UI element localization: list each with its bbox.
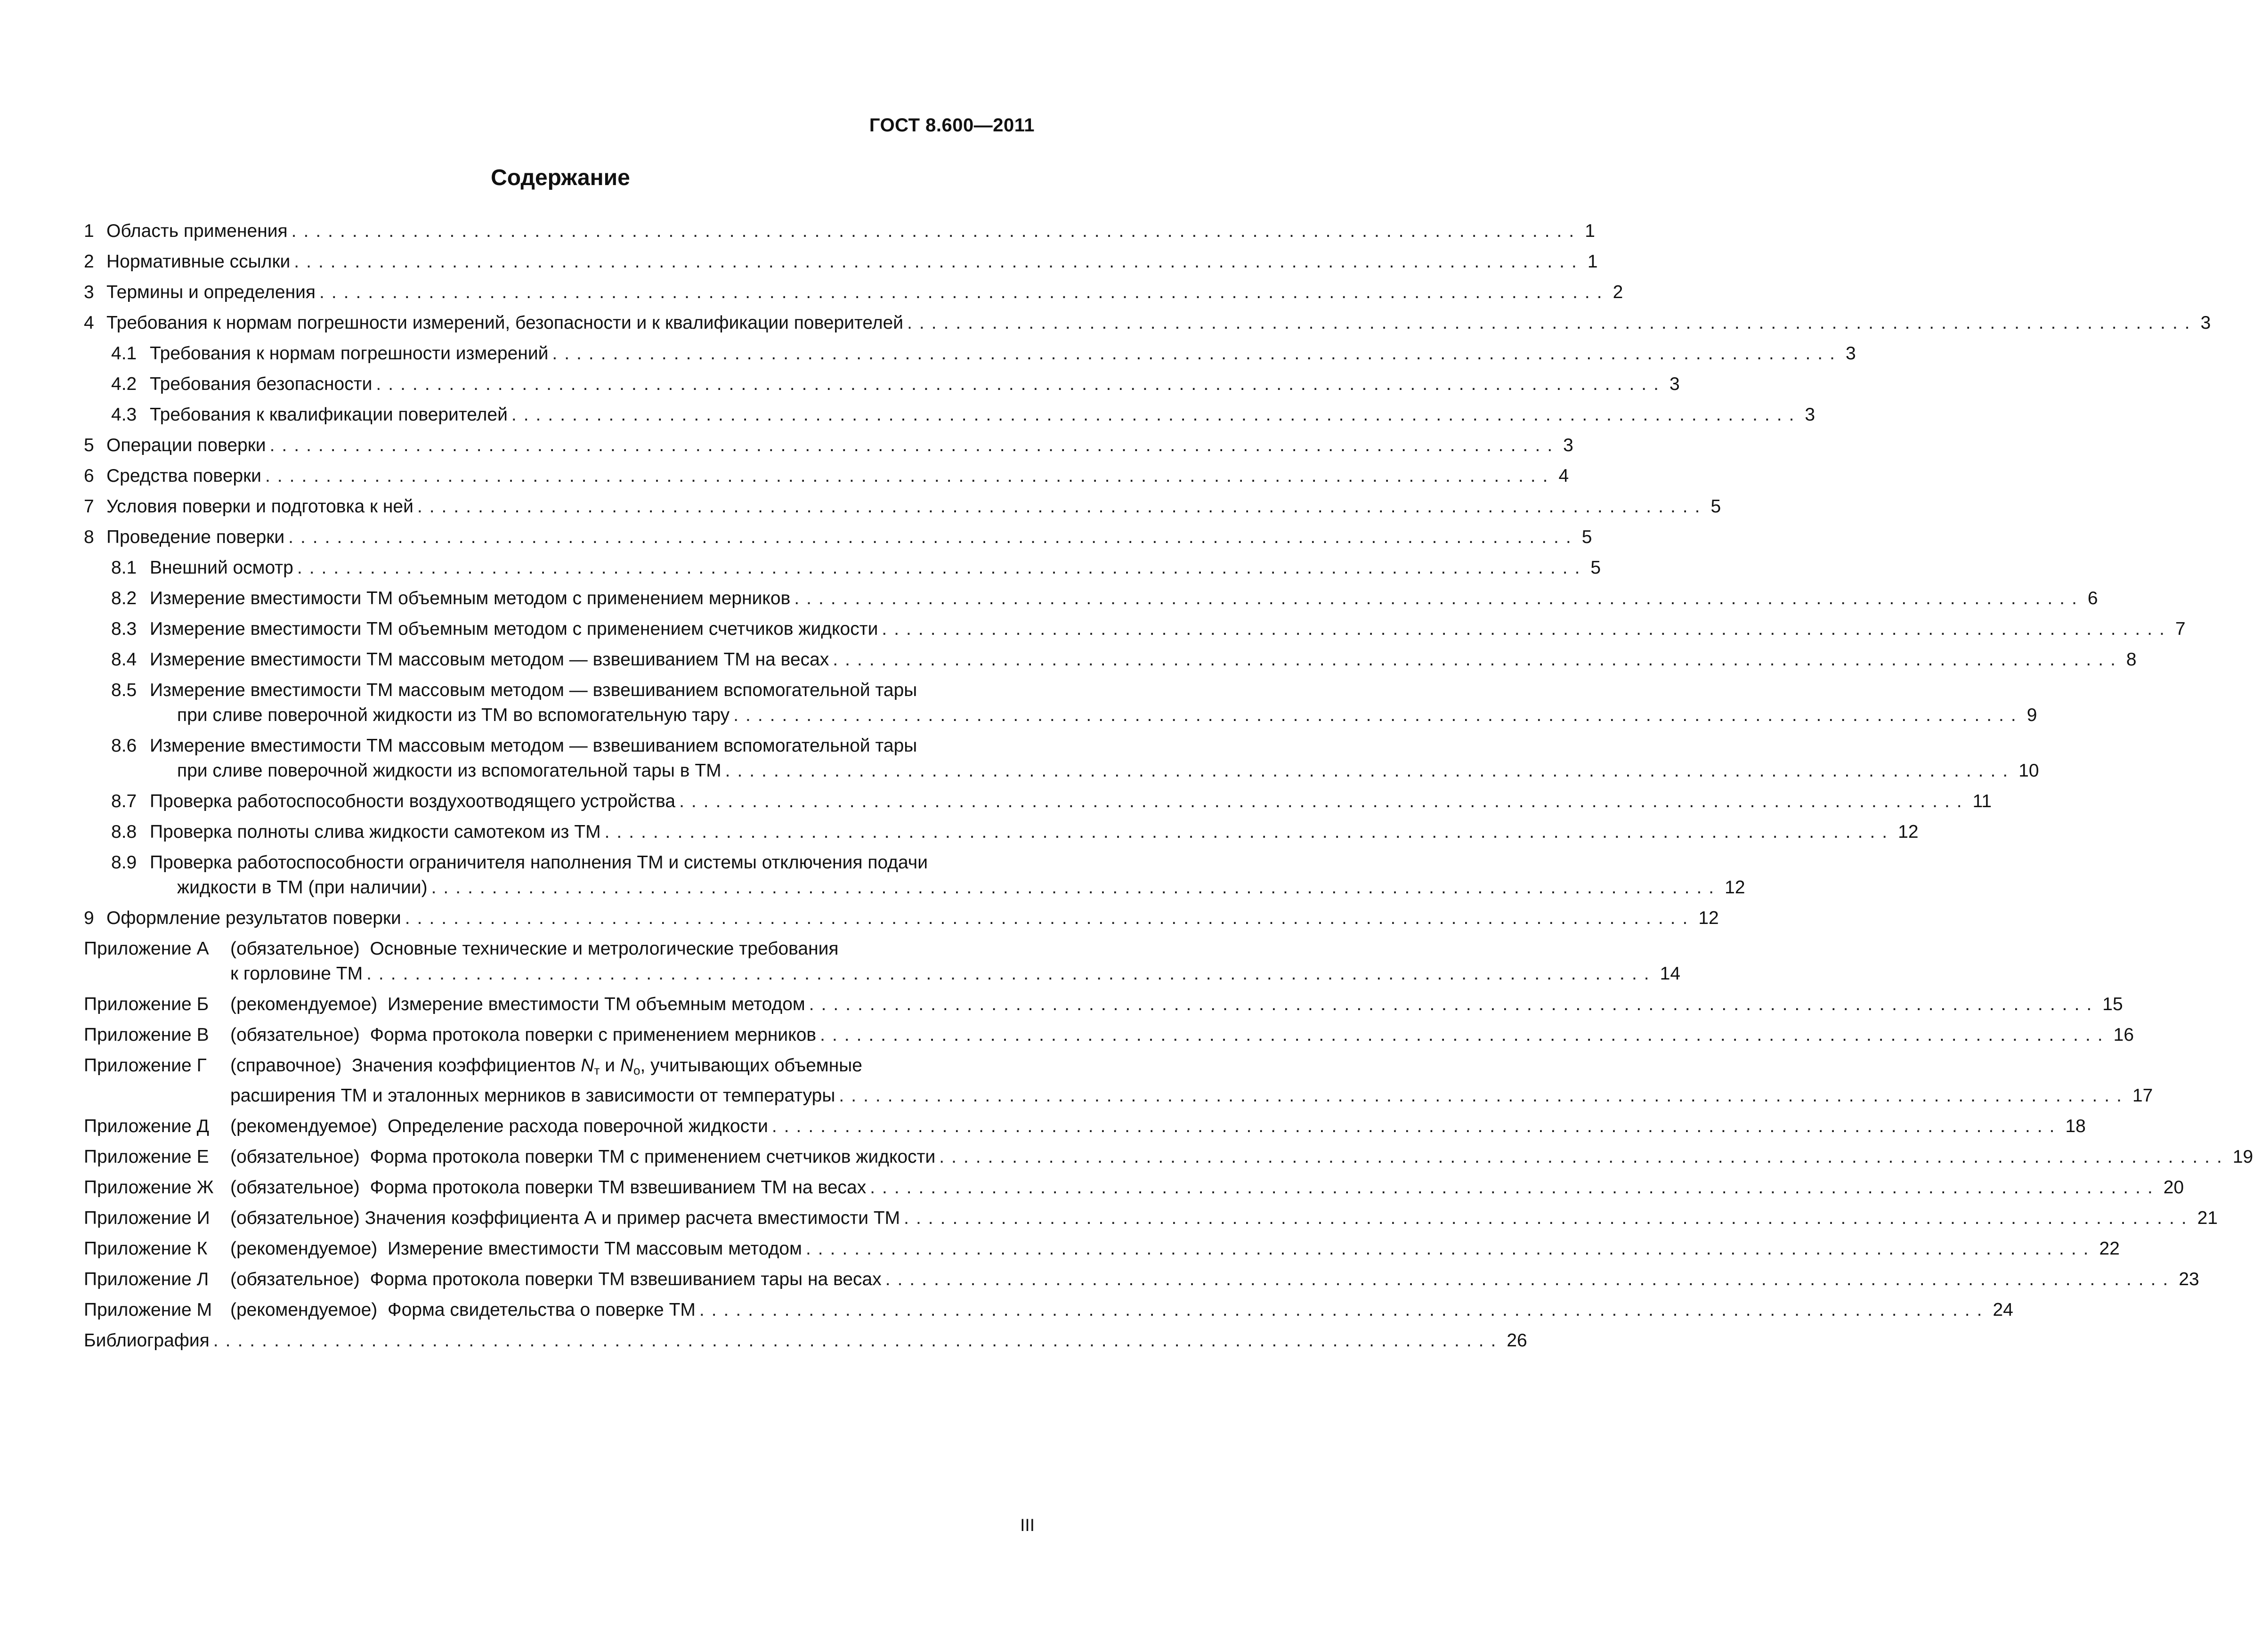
toc-page: 12 — [1698, 908, 1719, 928]
toc-number: 8.4 — [111, 649, 137, 670]
symbol-n: N — [581, 1055, 594, 1076]
toc-number: 8.8 — [111, 822, 137, 842]
dot-leader: .......................................................................................................... — [870, 1177, 2160, 1198]
toc-page: 22 — [2099, 1239, 2120, 1259]
appendix-label: Приложение Ж — [84, 1177, 214, 1198]
appendix-status: (обязательное) — [230, 1177, 360, 1198]
toc-title: Измерение вместимости ТМ массовым методом — взвешиванием ТМ на весах — [150, 649, 829, 670]
toc-number: 5 — [84, 435, 94, 455]
dot-leader: .......................................................................................................... — [939, 1147, 2229, 1167]
toc-page: 10 — [2018, 761, 2039, 781]
toc-title: Библиография — [84, 1330, 210, 1351]
toc-entry-5[interactable] — [84, 433, 1573, 458]
symbol-n: N — [620, 1055, 634, 1076]
dot-leader: .......................................................................................................... — [882, 619, 2172, 639]
toc-title-part: , учитывающих объемные — [640, 1055, 862, 1076]
toc-title: Форма протокола поверки ТМ с применением счетчиков жидкости — [370, 1147, 936, 1167]
toc-page: 26 — [1507, 1330, 1527, 1351]
toc-appendix-b[interactable] — [84, 992, 2123, 1017]
toc-title: Измерение вместимости ТМ массовым методом — взвешиванием вспомогательной тары — [150, 680, 917, 700]
dot-leader: .......................................................................................................... — [839, 1085, 2129, 1106]
toc-page: 6 — [2087, 588, 2098, 608]
toc-number: 8.2 — [111, 588, 137, 608]
dot-leader: .......................................................................................................... — [604, 822, 1895, 842]
dot-leader: .......................................................................................................... — [679, 791, 1969, 811]
toc-page: 1 — [1585, 221, 1595, 241]
toc-page: 3 — [2200, 313, 2211, 333]
dot-leader: .......................................................................................................... — [213, 1330, 1503, 1351]
toc-number: 9 — [84, 908, 94, 928]
toc-page: 11 — [1972, 791, 1992, 811]
toc-title: Проверка работоспособности ограничителя наполнения ТМ и системы отключения подачи — [150, 852, 928, 873]
toc-title: Проверка полноты слива жидкости самотеком из ТМ — [150, 822, 601, 842]
toc-page: 17 — [2132, 1085, 2153, 1106]
toc-page: 23 — [2179, 1269, 2199, 1289]
dot-leader: .......................................................................................................... — [319, 282, 1609, 302]
appendix-status: (справочное) — [230, 1055, 342, 1076]
toc-title: Оформление результатов поверки — [106, 908, 401, 928]
toc-number: 8.1 — [111, 558, 137, 578]
toc-number: 6 — [84, 466, 94, 486]
toc-appendix-m[interactable] — [84, 1297, 2013, 1322]
toc-title: Измерение вместимости ТМ объемным методом — [387, 994, 805, 1014]
toc-title: Требования к нормам погрешности измерений, безопасности и к квалификации поверителей — [106, 313, 904, 333]
dot-leader: .......................................................................................................... — [269, 435, 1560, 455]
appendix-status: (обязательное) — [230, 939, 360, 959]
dot-leader: .......................................................................................................... — [733, 705, 2023, 725]
dot-leader: .......................................................................................................... — [904, 1208, 2194, 1228]
toc-entry-4-2[interactable] — [84, 372, 1680, 397]
dot-leader: .......................................................................................................... — [885, 1269, 2175, 1289]
toc-page: 4 — [1558, 466, 1569, 486]
toc-page: 1 — [1587, 251, 1598, 272]
appendix-label: Приложение А — [84, 939, 209, 959]
toc-page: 2 — [1613, 282, 1623, 302]
toc-title-continuation: к горловине ТМ — [230, 964, 363, 984]
toc-title — [352, 1053, 862, 1083]
toc-title: Форма протокола поверки ТМ взвешиванием тары на весах — [370, 1269, 882, 1289]
toc-page: 12 — [1898, 822, 1919, 842]
toc-title: Измерение вместимости ТМ объемным методом с применением счетчиков жидкости — [150, 619, 878, 639]
toc-title: Форма протокола поверки ТМ взвешиванием ТМ на весах — [370, 1177, 867, 1198]
toc-entry-3[interactable] — [84, 280, 1623, 305]
toc-page: 5 — [1581, 527, 1592, 547]
toc-number: 8.3 — [111, 619, 137, 639]
appendix-status: (обязательное) — [230, 1147, 360, 1167]
dot-leader: .......................................................................................................... — [366, 964, 1656, 984]
toc-title: Требования к квалификации поверителей — [150, 405, 508, 425]
appendix-label: Приложение Д — [84, 1116, 209, 1136]
toc-title-part: Значения коэффициентов — [352, 1055, 581, 1076]
toc-appendix-i[interactable] — [84, 1206, 2218, 1231]
dot-leader: .......................................................................................................... — [417, 496, 1707, 517]
dot-leader: .......................................................................................................... — [552, 343, 1842, 364]
dot-leader: .......................................................................................................... — [820, 1025, 2110, 1045]
toc-title: Требования безопасности — [150, 374, 373, 394]
dot-leader: .......................................................................................................... — [794, 588, 2084, 608]
appendix-status: (обязательное) — [230, 1025, 360, 1045]
toc-page: 15 — [2102, 994, 2123, 1014]
page-title: Содержание — [491, 165, 630, 190]
toc-page: 14 — [1660, 964, 1681, 984]
toc-title-continuation: при сливе поверочной жидкости из ТМ во вспомогательную тару — [177, 705, 730, 725]
toc-number: 8.9 — [111, 852, 137, 873]
dot-leader: .......................................................................................................... — [833, 649, 2123, 670]
toc-title: Определение расхода поверочной жидкости — [387, 1116, 768, 1136]
dot-leader: .......................................................................................................... — [291, 221, 1581, 241]
appendix-label: Приложение Б — [84, 994, 209, 1014]
dot-leader: .......................................................................................................... — [288, 527, 1578, 547]
toc-number: 3 — [84, 282, 94, 302]
toc-title: Измерение вместимости ТМ массовым методом — [387, 1239, 802, 1259]
appendix-status: (обязательное) — [230, 1208, 360, 1228]
dot-leader: .......................................................................................................... — [294, 251, 1584, 272]
subscript: т — [594, 1063, 600, 1077]
toc-title: Внешний осмотр — [150, 558, 293, 578]
toc-title-continuation: жидкости в ТМ (при наличии) — [177, 877, 428, 898]
toc-entry-8[interactable] — [84, 525, 1592, 550]
subscript: о — [633, 1063, 640, 1077]
toc-number: 4.1 — [111, 343, 137, 364]
dot-leader: .......................................................................................................... — [511, 405, 1801, 425]
toc-page: 5 — [1590, 558, 1601, 578]
toc-page: 3 — [1669, 374, 1680, 394]
appendix-label: Приложение К — [84, 1239, 208, 1259]
toc-entry-9[interactable] — [84, 906, 1719, 931]
toc-number: 8.6 — [111, 736, 137, 756]
toc-number: 4.3 — [111, 405, 137, 425]
toc-entry-8-7[interactable] — [84, 789, 1992, 814]
appendix-label: Приложение И — [84, 1208, 210, 1228]
toc-title: Нормативные ссылки — [106, 251, 291, 272]
appendix-status: (рекомендуемое) — [230, 994, 378, 1014]
toc-title-part: и — [600, 1055, 620, 1076]
toc-page: 3 — [1845, 343, 1856, 364]
toc-page: 21 — [2197, 1208, 2218, 1228]
dot-leader: .......................................................................................................... — [725, 761, 2015, 781]
toc-appendix-g[interactable] — [84, 1053, 2153, 1108]
dot-leader: .......................................................................................................... — [907, 313, 2197, 333]
toc-entry-8-4[interactable] — [84, 647, 2137, 672]
toc-bibliography[interactable] — [84, 1328, 1527, 1353]
toc-page: 9 — [2026, 705, 2037, 725]
toc-number: 8.5 — [111, 680, 137, 700]
toc-page: 7 — [2175, 619, 2186, 639]
toc-page: 12 — [1725, 877, 1745, 898]
dot-leader: .......................................................................................................... — [297, 558, 1587, 578]
toc-appendix-v[interactable] — [84, 1022, 2134, 1047]
appendix-label: Приложение В — [84, 1025, 209, 1045]
appendix-label: Приложение Л — [84, 1269, 209, 1289]
dot-leader: .......................................................................................................... — [265, 466, 1555, 486]
toc-title: Основные технические и метрологические требования — [370, 939, 839, 959]
toc-entry-8-6[interactable] — [84, 733, 2039, 783]
toc-appendix-l[interactable] — [84, 1267, 2199, 1292]
toc-entry-4-3[interactable] — [84, 402, 1815, 427]
appendix-label: Приложение Е — [84, 1147, 209, 1167]
toc-number: 8.7 — [111, 791, 137, 811]
page-number: III — [1020, 1515, 1035, 1535]
toc-number: 8 — [84, 527, 94, 547]
appendix-label: Приложение Г — [84, 1055, 207, 1076]
toc-title: Требования к нормам погрешности измерений — [150, 343, 549, 364]
toc-entry-8-9[interactable] — [84, 850, 1745, 900]
toc-entry-8-3[interactable] — [84, 616, 2186, 641]
toc-page: 8 — [2126, 649, 2137, 670]
toc-entry-4-1[interactable] — [84, 341, 1856, 366]
toc-page: 19 — [2232, 1147, 2253, 1167]
toc-title: Средства поверки — [106, 466, 261, 486]
toc-number: 2 — [84, 251, 94, 272]
toc-page: 16 — [2113, 1025, 2134, 1045]
toc-page: 20 — [2163, 1177, 2184, 1198]
appendix-status: (рекомендуемое) — [230, 1239, 378, 1259]
toc-appendix-k[interactable] — [84, 1236, 2120, 1261]
toc-title-continuation: при сливе поверочной жидкости из вспомогательной тары в ТМ — [177, 761, 721, 781]
toc-title: Измерение вместимости ТМ массовым методом — взвешиванием вспомогательной тары — [150, 736, 917, 756]
dot-leader: .......................................................................................................... — [809, 994, 2099, 1014]
toc-entry-7[interactable] — [84, 494, 1721, 519]
appendix-label: Приложение М — [84, 1300, 212, 1320]
appendix-status: (рекомендуемое) — [230, 1300, 378, 1320]
toc-entry-8-5[interactable] — [84, 678, 2037, 728]
appendix-status: (обязательное) — [230, 1269, 360, 1289]
toc-entry-8-2[interactable] — [84, 586, 2098, 611]
toc-page: 3 — [1563, 435, 1573, 455]
toc-number: 7 — [84, 496, 94, 517]
dot-leader: .......................................................................................................... — [699, 1300, 1989, 1320]
toc-title: Проверка работоспособности воздухоотводящего устройства — [150, 791, 676, 811]
toc-number: 1 — [84, 221, 94, 241]
dot-leader: .......................................................................................................... — [376, 374, 1666, 394]
toc-entry-8-1[interactable] — [84, 555, 1601, 580]
toc-page: 24 — [1993, 1300, 2013, 1320]
dot-leader: .......................................................................................................... — [771, 1116, 2062, 1136]
toc-title: Область применения — [106, 221, 288, 241]
toc-entry-1[interactable] — [84, 219, 1595, 243]
toc-entry-2[interactable] — [84, 249, 1598, 274]
dot-leader: .......................................................................................................... — [805, 1239, 2096, 1259]
toc-appendix-a[interactable] — [84, 936, 1681, 986]
toc-page: 18 — [2065, 1116, 2086, 1136]
toc-title: Измерение вместимости ТМ объемным методом с применением мерников — [150, 588, 791, 608]
toc-number: 4.2 — [111, 374, 137, 394]
toc-appendix-e[interactable] — [84, 1144, 2253, 1169]
toc-title: Условия поверки и подготовка к ней — [106, 496, 413, 517]
toc-entry-8-8[interactable] — [84, 819, 1919, 844]
toc-title: Форма свидетельства о поверке ТМ — [387, 1300, 696, 1320]
toc-number: 4 — [84, 313, 94, 333]
dot-leader: .......................................................................................................... — [431, 877, 1721, 898]
toc-page: 5 — [1710, 496, 1721, 517]
table-of-contents — [84, 219, 2253, 1359]
appendix-status: (рекомендуемое) — [230, 1116, 378, 1136]
toc-entry-6[interactable] — [84, 463, 1569, 488]
toc-appendix-zh[interactable] — [84, 1175, 2184, 1200]
toc-title: Операции поверки — [106, 435, 266, 455]
toc-title: Термины и определения — [106, 282, 316, 302]
toc-entry-4[interactable] — [84, 310, 2211, 335]
document-code: ГОСТ 8.600—2011 — [869, 115, 1035, 136]
toc-title-continuation: расширения ТМ и эталонных мерников в зависимости от температуры — [230, 1085, 835, 1106]
toc-appendix-d[interactable] — [84, 1114, 2086, 1139]
toc-page: 3 — [1805, 405, 1815, 425]
toc-title: Проведение поверки — [106, 527, 285, 547]
toc-title: Значения коэффициента А и пример расчета вместимости ТМ — [365, 1208, 900, 1228]
dot-leader: .......................................................................................................... — [405, 908, 1695, 928]
toc-title: Форма протокола поверки с применением мерников — [370, 1025, 817, 1045]
